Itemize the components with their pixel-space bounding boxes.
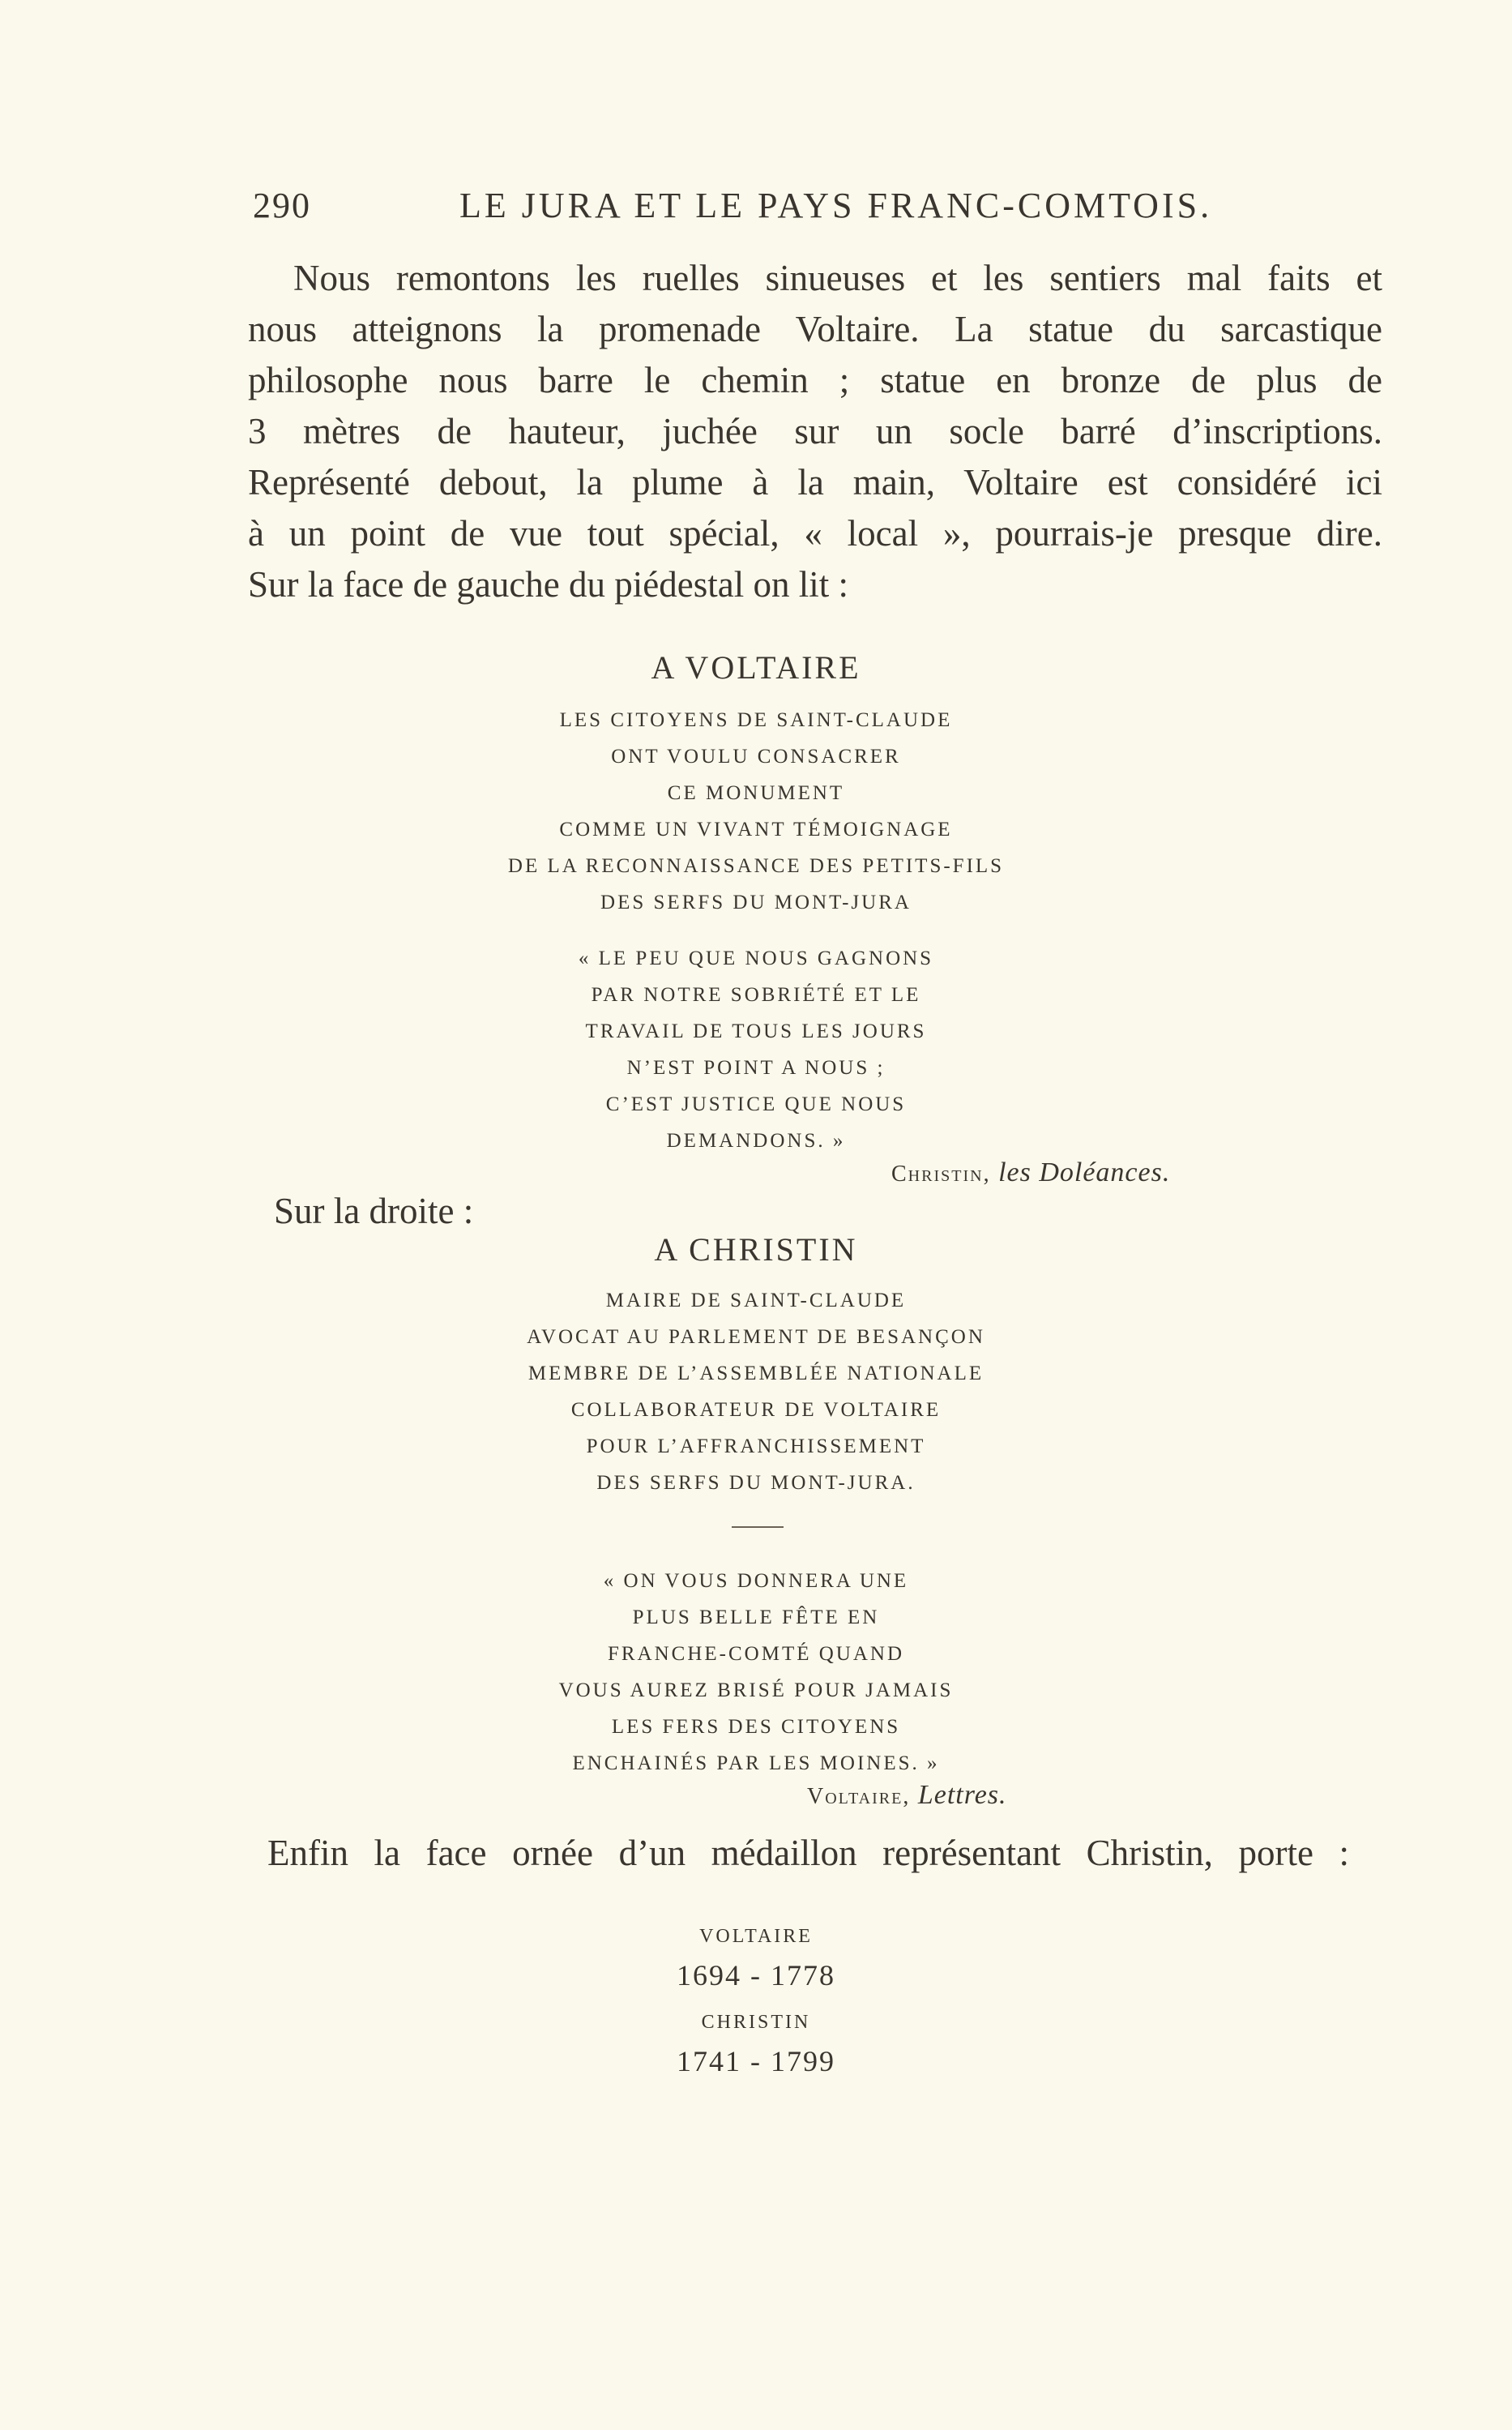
paragraph-line: Sur la face de gauche du piédestal on lit : — [248, 564, 848, 605]
inscription-line: MAIRE DE SAINT-CLAUDE — [605, 1290, 907, 1311]
quote-line: TRAVAIL DE TOUS LES JOURS — [585, 1020, 927, 1042]
attribution-work: Lettres. — [917, 1780, 1007, 1810]
quote-line: VOUS AUREZ BRISÉ POUR JAMAIS — [558, 1679, 954, 1701]
quote-line: N’EST POINT A NOUS ; — [626, 1057, 886, 1079]
quote-line: FRANCHE-COMTÉ QUAND — [607, 1643, 905, 1665]
inscription-line: DE LA RECONNAISSANCE DES PETITS-FILS — [507, 855, 1005, 877]
inscription-line: AVOCAT AU PARLEMENT DE BESANÇON — [527, 1326, 985, 1348]
quote-line: PAR NOTRE SOBRIÉTÉ ET LE — [591, 984, 921, 1006]
medallion-years-christin: 1741 - 1799 — [677, 2045, 835, 2077]
body-paragraph — [248, 253, 1382, 610]
inscription-right-dedication — [0, 1282, 1512, 1501]
paragraph-line: Représenté debout, la plume à la main, Voltaire est considéré ici — [248, 462, 1382, 503]
inscription-line: ONT VOULU CONSACRER — [611, 746, 901, 768]
inscription-line: COLLABORATEUR DE VOLTAIRE — [570, 1399, 942, 1421]
right-side-label: Sur la droite : — [274, 1191, 474, 1231]
paragraph-line: philosophe nous barre le chemin ; statue en bronze de plus de — [248, 360, 1382, 400]
paragraph-line: 3 mètres de hauteur, juchée sur un socle barré d’inscriptions. — [248, 411, 1382, 451]
inscription-left-quote — [0, 940, 1512, 1159]
closing-sentence: Enfin la face ornée d’un médaillon représentant Christin, porte : — [267, 1833, 1349, 1873]
medallion-inscription — [0, 1926, 1512, 2078]
running-title: LE JURA ET LE PAYS FRANC-COMTOIS. — [459, 186, 1213, 225]
attribution-author: Voltaire, — [807, 1784, 911, 1809]
inscription-line: LES CITOYENS DE SAINT-CLAUDE — [559, 709, 953, 731]
quote-line: « ON VOUS DONNERA UNE — [603, 1570, 909, 1592]
inscription-heading-voltaire: A VOLTAIRE — [651, 649, 861, 686]
inscription-line: POUR L’AFFRANCHISSEMENT — [586, 1435, 926, 1457]
quote-line: DEMANDONS. » — [666, 1130, 846, 1152]
inscription-right-quote — [0, 1563, 1512, 1782]
inscription-line: DES SERFS DU MONT-JURA — [600, 892, 912, 913]
inscription-heading-christin: A CHRISTIN — [654, 1231, 858, 1268]
quote-line: ENCHAINÉS PAR LES MOINES. » — [572, 1752, 940, 1774]
medallion-name-christin: CHRISTIN — [701, 2012, 811, 2033]
attribution-author: Christin, — [891, 1162, 991, 1187]
inscription-left-dedication — [0, 702, 1512, 921]
attribution-work: les Doléances. — [998, 1157, 1171, 1187]
inscription-line: MEMBRE DE L’ASSEMBLÉE NATIONALE — [527, 1363, 985, 1384]
separator-rule — [732, 1526, 784, 1528]
inscription-line: COMME UN VIVANT TÉMOIGNAGE — [559, 819, 953, 841]
running-header — [253, 185, 1387, 233]
page-number: 290 — [253, 186, 311, 225]
quote-line: C’EST JUSTICE QUE NOUS — [605, 1093, 907, 1115]
attribution-voltaire — [807, 1780, 1007, 1811]
paragraph-line: à un point de vue tout spécial, « local », pourrais-je presque dire. — [248, 513, 1382, 554]
quote-line: « LE PEU QUE NOUS GAGNONS — [578, 948, 934, 969]
attribution-christin — [891, 1157, 1170, 1188]
inscription-line: CE MONUMENT — [667, 782, 845, 804]
inscription-line: DES SERFS DU MONT-JURA. — [596, 1472, 916, 1494]
medallion-name-voltaire: VOLTAIRE — [699, 1926, 813, 1947]
paragraph-line: nous atteignons la promenade Voltaire. La statue du sarcastique — [248, 309, 1382, 349]
quote-line: PLUS BELLE FÊTE EN — [632, 1606, 880, 1628]
medallion-years-voltaire: 1694 - 1778 — [677, 1959, 835, 1991]
quote-line: LES FERS DES CITOYENS — [611, 1716, 901, 1738]
paragraph-line: Nous remontons les ruelles sinueuses et les sentiers mal faits et — [293, 258, 1382, 298]
